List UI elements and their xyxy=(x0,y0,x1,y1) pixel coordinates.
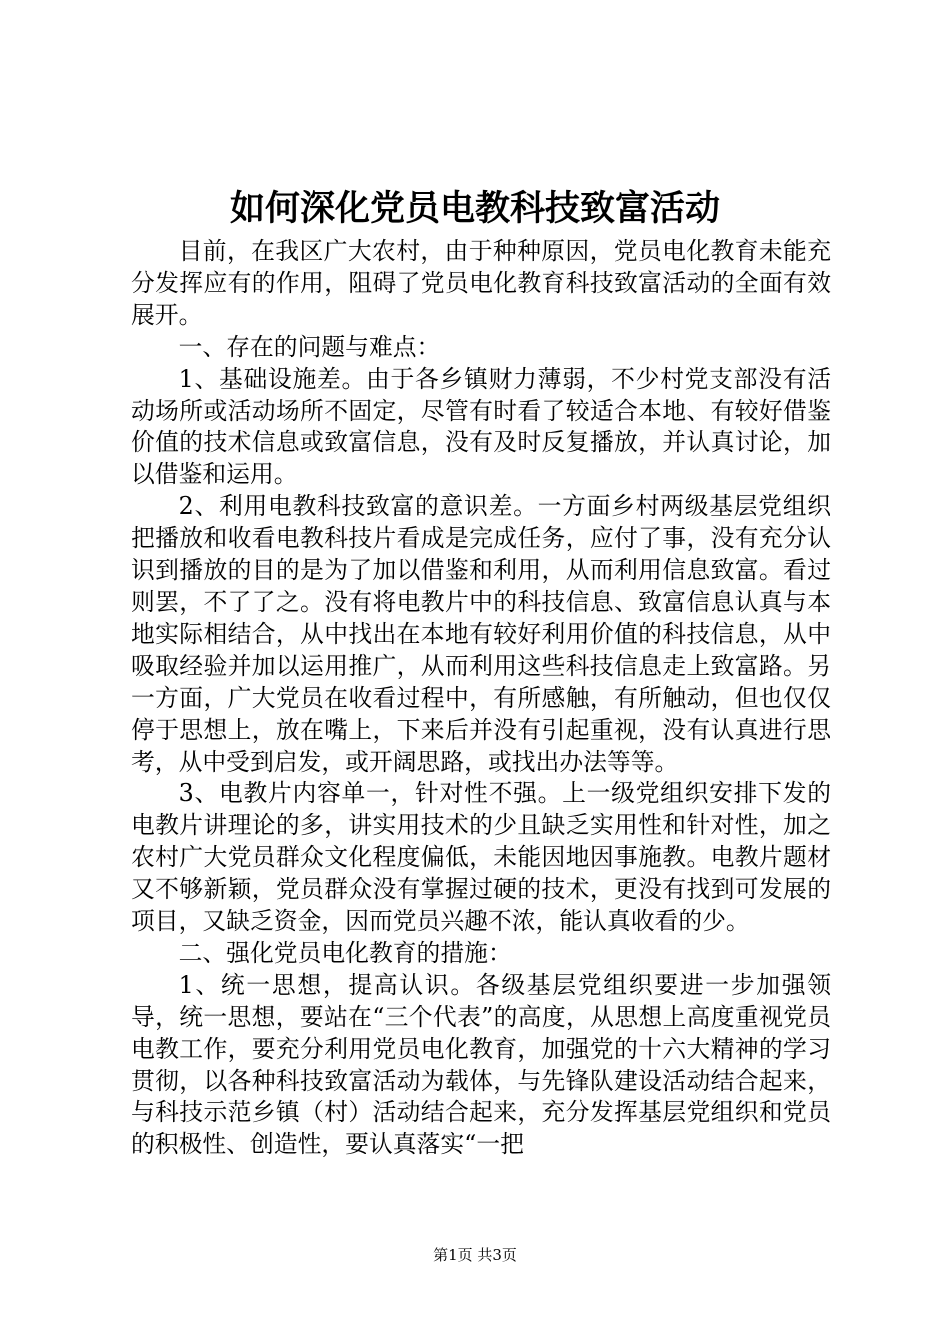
section-heading-measures: 二、强化党员电化教育的措施： xyxy=(178,938,512,967)
document-body xyxy=(131,236,831,1161)
paragraph-problem-3: 3、电教片内容单一，针对性不强。上一级党组织安排下发的电教片讲理论的多，讲实用技术的少且缺乏实用性和针对性，加之农村广大党员群众文化程度偏低，未能因地因事施教。电教片题材又不够新颖，党员群众没有掌握过硬的技术，更没有找到可发展的项目，又缺乏资金，因而党员兴趣不浓，能认真收看的少。 xyxy=(131,779,831,936)
section-heading-problems: 一、存在的问题与难点： xyxy=(178,332,441,361)
paragraph-measure-1: 1、统一思想，提高认识。各级基层党组织要进一步加强领导，统一思想，要站在“三个代表”的高度，从思想上高度重视党员电教工作，要充分利用党员电化教育，加强党的十六大精神的学习贯彻，以各种科技致富活动为载体，与先锋队建设活动结合起来，与科技示范乡镇（村）活动结合起来，充分发挥基层党组织和党员的积极性、创造性，要认真落实“一把 xyxy=(131,970,831,1159)
page-number: 第1页 共3页 xyxy=(433,1246,517,1264)
document-title: 如何深化党员电教科技致富活动 xyxy=(229,188,720,229)
paragraph-problem-1: 1、基础设施差。由于各乡镇财力薄弱，不少村党支部没有活动场所或活动场所不固定，尽管有时看了较适合本地、有较好借鉴价值的技术信息或致富信息，没有及时反复播放，并认真讨论，加以借鉴和运用。 xyxy=(131,364,831,489)
paragraph-problem-2: 2、利用电教科技致富的意识差。一方面乡村两级基层党组织把播放和收看电教科技片看成是完成任务，应付了事，没有充分认识到播放的目的是为了加以借鉴和利用，从而利用信息致富。看过则罢，不了了之。没有将电教片中的科技信息、致富信息认真与本地实际相结合，从中找出在本地有较好利用价值的科技信息，从中吸取经验并加以运用推广，从而利用这些科技信息走上致富路。另一方面，广大党员在收看过程中，有所感触，有所触动，但也仅仅停于思想上，放在嘴上，下来后并没有引起重视，没有认真进行思考，从中受到启发，或开阔思路，或找出办法等等。 xyxy=(131,492,831,776)
paragraph-intro: 目前，在我区广大农村，由于种种原因，党员电化教育未能充分发挥应有的作用，阻碍了党员电化教育科技致富活动的全面有效展开。 xyxy=(131,237,831,329)
